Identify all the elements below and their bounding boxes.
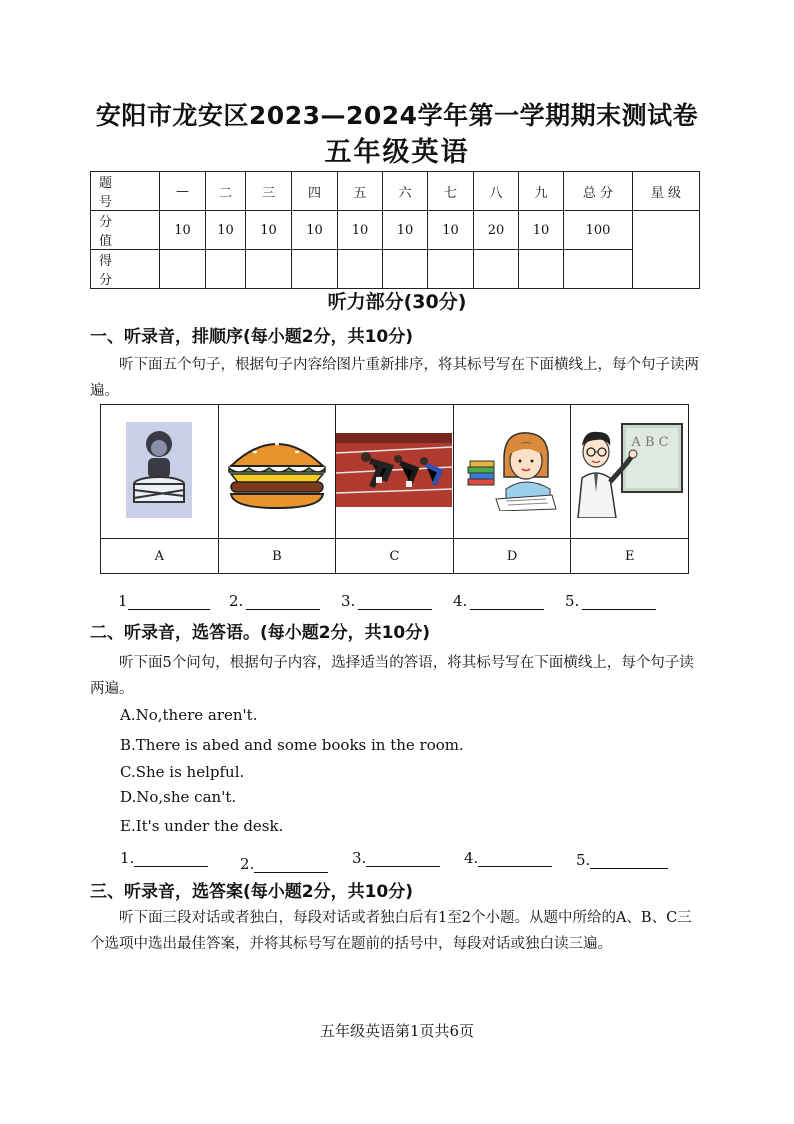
answer-option-d: D.No,she can't. <box>120 788 237 806</box>
cell-total-label: 总 分 <box>564 172 633 211</box>
answer-option-c: C.She is helpful. <box>120 763 245 781</box>
cell-q1: — <box>160 172 206 211</box>
cell-score-input[interactable] <box>338 250 383 289</box>
cell-q8: 八 <box>474 172 519 211</box>
cell-score-input[interactable] <box>160 250 206 289</box>
runners-image <box>336 433 452 507</box>
blank-number: 4. <box>453 592 468 610</box>
board-text: A B C <box>631 434 669 450</box>
part1-blank-4[interactable] <box>453 592 544 610</box>
blank-number: 5. <box>576 851 591 869</box>
answer-option-e: E.It's under the desk. <box>120 817 284 835</box>
part1-heading: 一、听录音，排顺序(每小题2分，共10分) <box>90 327 414 347</box>
cell-p2: 10 <box>206 211 246 250</box>
picture-label-e: E <box>571 539 689 574</box>
cell-p8: 20 <box>474 211 519 250</box>
score-row-earned <box>91 250 700 289</box>
answer-option-a: A.No,there aren't. <box>120 706 258 724</box>
cell-rating-label: 星 级 <box>633 172 700 211</box>
picture-d <box>453 405 571 539</box>
cell-rating-input[interactable] <box>633 211 700 289</box>
cell-p7: 10 <box>428 211 474 250</box>
picture-b <box>218 405 336 539</box>
blank-number: 2. <box>229 592 244 610</box>
part1-blank-5[interactable] <box>565 592 656 610</box>
picture-label-d: D <box>453 539 571 574</box>
exam-title: 安阳市龙安区2023—2024学年第一学期期末测试卷 <box>95 101 699 130</box>
picture-table <box>100 404 689 574</box>
cell-score-input[interactable] <box>474 250 519 289</box>
cell-q4: 四 <box>292 172 338 211</box>
blank-number: 4. <box>464 849 479 867</box>
part1-instruction: 听下面五个句子，根据句子内容给图片重新排序，将其标号写在下面横线上，每个句子读两遍。 <box>90 357 699 399</box>
cell-p9: 10 <box>519 211 564 250</box>
score-row-points <box>91 211 700 250</box>
cell-score-input[interactable] <box>246 250 292 289</box>
part2-blank-5[interactable] <box>576 851 668 869</box>
blank-number: 2. <box>240 855 255 873</box>
blank-number: 1 <box>118 592 128 610</box>
score-row-question <box>91 172 700 211</box>
picture-label-c: C <box>336 539 454 574</box>
part2-heading: 二、听录音，选答语。(每小题2分，共10分) <box>90 623 431 643</box>
cell-p3: 10 <box>246 211 292 250</box>
cell-q3: 三 <box>246 172 292 211</box>
cell-q6: 六 <box>383 172 428 211</box>
cell-label-earned: 得 分 <box>91 250 160 289</box>
cell-score-input[interactable] <box>519 250 564 289</box>
blank-number: 5. <box>565 592 580 610</box>
girl-writing-image <box>466 429 558 511</box>
part3-heading: 三、听录音，选答案(每小题2分，共10分) <box>90 882 414 902</box>
picture-c <box>336 405 454 539</box>
part1-blank-1[interactable] <box>118 592 210 610</box>
part1-blank-3[interactable] <box>341 592 432 610</box>
cell-q2: 二 <box>206 172 246 211</box>
blank-number: 3. <box>352 849 367 867</box>
cell-p4: 10 <box>292 211 338 250</box>
cell-q5: 五 <box>338 172 383 211</box>
score-table <box>90 171 700 289</box>
blank-number: 1. <box>120 849 135 867</box>
cell-q7: 七 <box>428 172 474 211</box>
cell-score-input[interactable] <box>206 250 246 289</box>
part2-blank-4[interactable] <box>464 849 552 867</box>
part2-blank-1[interactable] <box>120 849 208 867</box>
part3-instruction: 听下面三段对话或者独白，每段对话或者独白后有1至2个小题。从题中所给的A、B、C三个选项中选出最佳答案，并将其标号写在题前的括号中，每段对话或独白读三遍。 <box>90 910 692 952</box>
picture-label-a: A <box>101 539 219 574</box>
picture-label-b: B <box>218 539 336 574</box>
cell-score-input[interactable] <box>383 250 428 289</box>
exam-subtitle: 五年级英语 <box>324 137 470 168</box>
picture-e <box>571 405 689 539</box>
cell-q9: 九 <box>519 172 564 211</box>
teacher-blackboard-image <box>576 422 684 518</box>
cell-label-question: 题 号 <box>91 172 160 211</box>
cell-score-input[interactable] <box>292 250 338 289</box>
cell-label-points: 分 值 <box>91 211 160 250</box>
cell-total-input[interactable] <box>564 250 633 289</box>
part2-blank-2[interactable] <box>240 855 328 873</box>
cell-p6: 10 <box>383 211 428 250</box>
cell-p5: 10 <box>338 211 383 250</box>
listening-section-title: 听力部分(30分) <box>327 291 467 313</box>
cell-score-input[interactable] <box>428 250 474 289</box>
answer-option-b: B.There is abed and some books in the room. <box>120 736 464 754</box>
cell-total-points: 100 <box>564 211 633 250</box>
picture-a <box>101 405 219 539</box>
blank-number: 3. <box>341 592 356 610</box>
part2-blank-3[interactable] <box>352 849 440 867</box>
part1-blank-2[interactable] <box>229 592 320 610</box>
hamburger-image <box>225 430 329 510</box>
part2-instruction: 听下面5个问句，根据句子内容，选择适当的答语，将其标号写在下面横线上，每个句子读两遍。 <box>90 655 694 697</box>
cell-p1: 10 <box>160 211 206 250</box>
girl-drum-image <box>126 422 192 518</box>
page-footer: 五年级英语第1页共6页 <box>319 1022 475 1040</box>
